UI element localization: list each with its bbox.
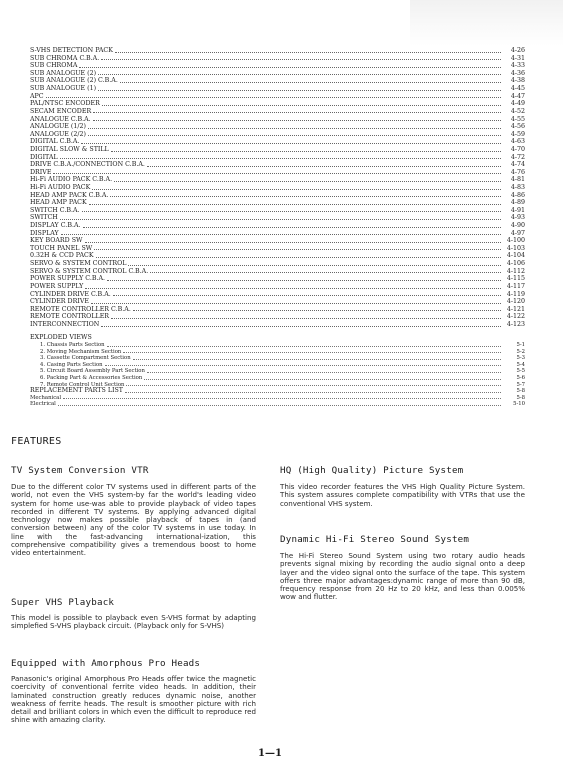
toc-entry-title: HEAD AMP PACK	[30, 199, 87, 207]
toc-entry-title: DIGITAL	[30, 153, 58, 161]
toc-entry-title: INTERCONNECTION	[30, 320, 100, 328]
exploded-view-leader	[147, 371, 501, 373]
toc-leader	[96, 256, 501, 258]
tv-system-heading: TV System Conversion VTR	[11, 465, 149, 476]
exploded-views-heading: EXPLODED VIEWS	[30, 334, 92, 341]
exploded-views-list	[30, 334, 525, 408]
toc-entry-page: 4-121	[506, 305, 525, 313]
hifi-body: The Hi-Fi Stereo Sound System using two rotary audio heads prevents signal mixing by recording the audio signal onto a deep layer and the video signal onto the surface of the tape. This system offers three major advantages:dynamic range of more than 90 dB, frequency response from 20 Hz to 20 kHz, and less than 0.005% wow and flutter.	[280, 551, 525, 602]
tv-system-body: Due to the different color TV systems used in different parts of the world, not even the VHS system-by far the world's leading video system for home use-was able to provide playback of video tapes recorded in different TV systems. By applying advanced digital technology now makes possible playback of tapes in (and conversion between) any of the color TV systems in use today. In line with the fast-advancing international-ization, this comprehensive compatibility gives a tremendous boost to home video entertainment.	[11, 482, 256, 558]
toc-entry-title: SWITCH C.B.A.	[30, 206, 80, 214]
toc-entry-title: ANALOGUE (1/2)	[30, 123, 86, 131]
amorphous-heading: Equipped with Amorphous Pro Heads	[11, 658, 201, 669]
toc-entry	[30, 199, 525, 207]
toc-entry	[30, 230, 525, 238]
exploded-view-page: 5-4	[516, 361, 525, 368]
toc-entry-title: DIGITAL C.B.A.	[30, 138, 80, 146]
toc-leader	[115, 51, 501, 53]
exploded-view-title: 3. Cassette Compartment Section	[40, 355, 131, 362]
toc-entry-title: SUB ANALOGUE (1)	[30, 85, 97, 93]
toc-entry-page: 4-120	[506, 298, 525, 306]
exploded-view-page: 5-6	[516, 374, 525, 381]
toc-entry-page: 4-91	[510, 206, 525, 214]
exploded-view-page: 5-7	[516, 381, 525, 388]
toc-leader	[88, 127, 501, 129]
exploded-view-leader	[123, 351, 501, 353]
toc-entry	[30, 47, 525, 55]
toc-entry-page: 4-45	[510, 85, 525, 93]
toc-entry-title: POWER SUPPLY	[30, 282, 84, 290]
toc-leader	[101, 325, 501, 327]
toc-entry-title: SUB ANALOGUE (2) C.B.A.	[30, 77, 118, 85]
toc-entry-page: 4-83	[510, 183, 525, 191]
toc-entry-page: 4-56	[510, 123, 525, 131]
toc-entry-title: SWITCH	[30, 214, 58, 222]
table-of-contents	[30, 47, 525, 329]
toc-leader	[133, 309, 501, 311]
toc-entry	[30, 298, 525, 306]
exploded-view-title: 6. Packing Part & Accessories Section	[40, 374, 143, 381]
toc-entry	[30, 260, 525, 268]
toc-entry	[30, 268, 525, 276]
toc-leader	[93, 111, 501, 113]
exploded-view-page: 5-2	[516, 348, 525, 355]
toc-entry-page: 4-122	[506, 313, 525, 321]
amorphous-body: Panasonic's original Amorphous Pro Heads offer twice the magnetic coercivity of conventional ferrite video heads. In addition, their laminated construction greatly reduces dynamic noise, another weakness of ferrite heads. The result is smoother picture with rich detail and brilliant colors in which even the difficult to reproduce red shine with amazing clarity.	[11, 674, 256, 725]
toc-entry-page: 4-86	[510, 191, 525, 199]
toc-entry-page: 4-123	[506, 320, 525, 328]
exploded-view-leader	[144, 378, 501, 380]
mechanical-entry: Mechanical 5-8	[30, 394, 525, 401]
toc-entry	[30, 70, 525, 78]
toc-leader	[89, 203, 501, 205]
toc-leader	[101, 58, 501, 60]
exploded-view-entry	[30, 368, 525, 375]
exploded-view-title: 2. Moving Mechanism Section	[40, 348, 122, 355]
toc-entry	[30, 146, 525, 154]
toc-leader	[128, 264, 501, 266]
toc-leader	[53, 172, 501, 174]
toc-leader	[111, 317, 501, 319]
toc-leader	[83, 226, 502, 228]
toc-entry-title: HEAD AMP PACK C.B.A.	[30, 191, 109, 199]
toc-entry-title: DRIVE C.B.A./CONNECTION C.B.A.	[30, 161, 145, 169]
toc-entry-page: 4-97	[510, 229, 525, 237]
exploded-view-entry	[30, 349, 525, 356]
toc-entry-title: SUB CHROMA C.B.A.	[30, 54, 100, 62]
toc-leader	[85, 241, 502, 243]
toc-entry-page: 4-104	[506, 252, 525, 260]
toc-entry-page: 4-36	[510, 69, 525, 77]
toc-leader	[110, 195, 501, 197]
exploded-view-page: 5-3	[516, 355, 525, 362]
toc-entry-title: CYLINDER DRIVE	[30, 298, 89, 306]
toc-entry	[30, 115, 525, 123]
toc-entry	[30, 161, 525, 169]
toc-leader	[114, 180, 501, 182]
toc-entry-title: SERVO & SYSTEM CONTROL	[30, 260, 127, 268]
toc-entry	[30, 169, 525, 177]
exploded-view-title: 5. Circuit Board Assembly Part Section	[40, 368, 145, 375]
hq-heading: HQ (High Quality) Picture System	[280, 465, 464, 476]
toc-entry-title: DRIVE	[30, 168, 52, 176]
toc-entry	[30, 123, 525, 131]
toc-leader	[111, 150, 501, 152]
exploded-view-entry	[30, 355, 525, 362]
toc-leader	[79, 66, 501, 68]
toc-leader	[46, 96, 501, 98]
toc-leader	[107, 279, 501, 281]
toc-leader	[94, 248, 501, 250]
toc-leader	[150, 271, 501, 273]
page-number: 1—1	[258, 748, 282, 759]
toc-entry	[30, 77, 525, 85]
toc-entry-title: SECAM ENCODER	[30, 107, 92, 115]
toc-entry	[30, 252, 525, 260]
hq-body: This video recorder features the VHS High Quality Picture System. This system assures complete compatibility with VTRs that use the conventional VHS system.	[280, 482, 525, 508]
toc-leader	[61, 233, 501, 235]
toc-entry-page: 4-59	[510, 130, 525, 138]
toc-entry-page: 4-115	[506, 275, 525, 283]
toc-entry-title: DISPLAY	[30, 229, 59, 237]
scan-shading	[410, 0, 563, 46]
toc-entry-title: DIGITAL SLOW & STILL	[30, 145, 109, 153]
toc-leader	[120, 81, 501, 83]
toc-entry	[30, 214, 525, 222]
svhs-body: This model is possible to playback even S-VHS format by adapting simplefied S-VHS playback circuit. (Playback only for S-VHS)	[11, 613, 256, 631]
toc-leader	[91, 302, 501, 304]
exploded-view-page: 5-5	[516, 368, 525, 375]
toc-entry-page: 4-63	[510, 138, 525, 146]
toc-entry-page: 4-26	[510, 47, 525, 55]
toc-leader	[98, 89, 501, 91]
exploded-view-entry	[30, 362, 525, 369]
toc-entry	[30, 55, 525, 63]
toc-entry-title: REMOTE CONTROLLER	[30, 313, 110, 321]
toc-entry-page: 4-117	[506, 282, 525, 290]
toc-leader	[113, 294, 501, 296]
toc-leader	[98, 73, 501, 75]
toc-entry	[30, 138, 525, 146]
toc-entry	[30, 93, 525, 101]
toc-entry	[30, 100, 525, 108]
svhs-heading: Super VHS Playback	[11, 597, 115, 608]
toc-entry-title: Hi-Fi AUDIO PACK C.B.A.	[30, 176, 113, 184]
toc-entry	[30, 306, 525, 314]
toc-entry	[30, 313, 525, 321]
toc-entry-title: 0.32H & CCD PACK	[30, 252, 94, 260]
toc-entry-page: 4-49	[510, 100, 525, 108]
toc-entry-page: 4-90	[510, 222, 525, 230]
toc-entry-page: 4-47	[510, 92, 525, 100]
toc-entry	[30, 192, 525, 200]
exploded-view-leader	[126, 384, 501, 386]
toc-entry	[30, 283, 525, 291]
toc-entry	[30, 237, 525, 245]
toc-entry-title: SERVO & SYSTEM CONTROL C.B.A.	[30, 267, 149, 275]
toc-entry-page: 4-72	[510, 153, 525, 161]
toc-entry-page: 4-103	[506, 244, 525, 252]
toc-entry	[30, 222, 525, 230]
toc-leader	[82, 210, 501, 212]
toc-entry-page: 4-89	[510, 199, 525, 207]
toc-leader	[93, 119, 501, 121]
toc-entry-page: 4-100	[506, 237, 525, 245]
exploded-view-entry	[30, 342, 525, 349]
exploded-view-leader	[107, 345, 501, 347]
toc-entry	[30, 245, 525, 253]
exploded-view-title: 1. Chassis Parts Section	[40, 342, 105, 348]
features-title: FEATURES	[11, 436, 62, 447]
toc-entry-page: 4-33	[510, 62, 525, 70]
toc-entry	[30, 62, 525, 70]
toc-entry-title: S-VHS DETECTION PACK	[30, 47, 113, 55]
toc-entry-title: SUB CHROMA	[30, 62, 78, 70]
electrical-entry: Electrical 5-10	[30, 401, 525, 408]
toc-entry	[30, 184, 525, 192]
toc-entry	[30, 131, 525, 139]
toc-entry	[30, 291, 525, 299]
toc-entry-page: 4-70	[510, 145, 525, 153]
toc-entry-page: 4-74	[510, 161, 525, 169]
exploded-view-title: 4. Casing Parts Section	[40, 361, 103, 368]
toc-entry	[30, 108, 525, 116]
toc-entry-title: Hi-Fi AUDIO PACK	[30, 183, 91, 191]
toc-entry-page: 4-119	[506, 290, 525, 298]
toc-entry-page: 4-52	[510, 107, 525, 115]
hifi-heading: Dynamic Hi-Fi Stereo Sound System	[280, 534, 470, 545]
exploded-view-leader	[133, 358, 501, 360]
toc-entry-page: 4-38	[510, 77, 525, 85]
toc-entry	[30, 275, 525, 283]
replacement-parts-entry: REPLACEMENT PARTS LIST 5-8	[30, 387, 525, 395]
toc-entry	[30, 207, 525, 215]
toc-leader	[88, 134, 501, 136]
toc-leader	[81, 142, 501, 144]
toc-entry-title: KEY BOARD SW	[30, 237, 83, 245]
toc-entry-title: TOUCH PANEL SW	[30, 244, 93, 252]
toc-leader	[60, 157, 501, 159]
toc-leader	[60, 218, 501, 220]
toc-entry	[30, 154, 525, 162]
exploded-view-entry	[30, 375, 525, 382]
toc-entry-page: 4-106	[506, 260, 525, 268]
toc-entry	[30, 176, 525, 184]
toc-entry-title: ANALOGUE C.B.A.	[30, 115, 91, 123]
toc-entry-title: ANALOGUE (2/2)	[30, 130, 86, 138]
toc-entry-page: 4-55	[510, 115, 525, 123]
toc-entry-title: POWER SUPPLY C.B.A.	[30, 275, 106, 283]
toc-entry	[30, 85, 525, 93]
toc-entry-page: 4-93	[510, 214, 525, 222]
exploded-view-title: 7. Remote Control Unit Section	[40, 381, 125, 388]
toc-leader	[102, 104, 501, 106]
toc-entry-title: DISPLAY C.B.A.	[30, 222, 81, 230]
toc-leader	[147, 165, 501, 167]
toc-entry-title: REMOTE CONTROLLER C.B.A.	[30, 305, 131, 313]
toc-entry-title: CYLINDER DRIVE C.B.A.	[30, 290, 111, 298]
toc-leader	[92, 188, 501, 190]
toc-entry-title: APC	[30, 92, 44, 100]
toc-entry-title: SUB ANALOGUE (2)	[30, 69, 97, 77]
toc-entry-page: 4-81	[510, 176, 525, 184]
toc-entry	[30, 321, 525, 329]
exploded-view-leader	[105, 364, 501, 366]
toc-leader	[85, 287, 501, 289]
exploded-view-page: 5-1	[516, 342, 525, 348]
toc-entry-title: PAL/NTSC ENCODER	[30, 100, 100, 108]
toc-entry-page: 4-76	[510, 168, 525, 176]
toc-entry-page: 4-112	[506, 267, 525, 275]
toc-entry-page: 4-31	[510, 54, 525, 62]
